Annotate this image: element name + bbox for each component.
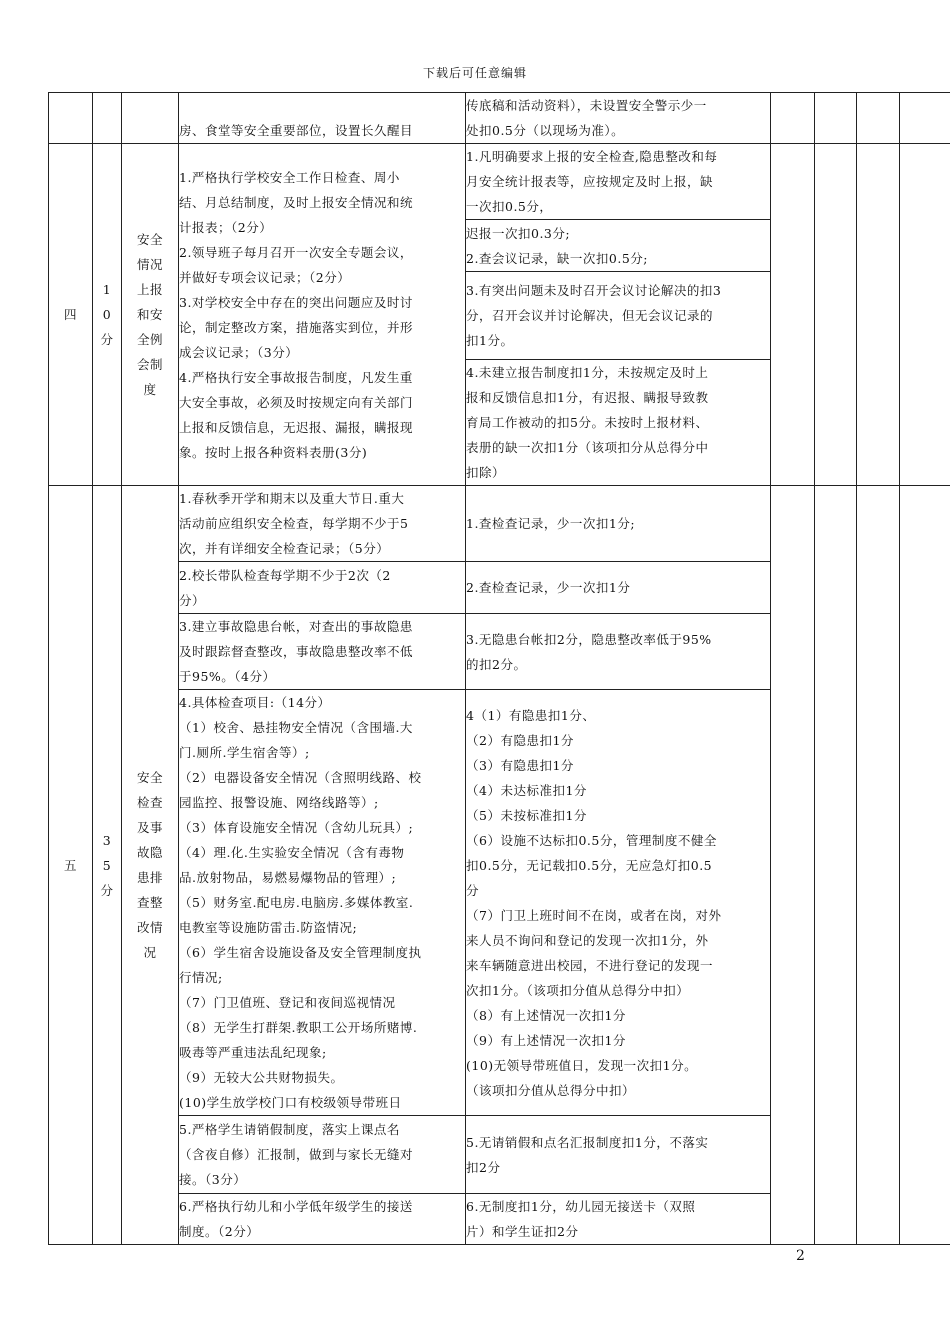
requirement-line: 大安全事故，必须及时按规定向有关部门 — [179, 394, 414, 410]
criteria-line: 1.查检查记录，少一次扣1分; — [466, 516, 636, 531]
requirement-cell — [179, 562, 466, 614]
requirement-line: （7）门卫值班、登记和夜间巡视情况 — [179, 995, 396, 1010]
blank-cell — [857, 144, 900, 486]
section4-row1 — [49, 144, 950, 220]
requirement-cell — [179, 1194, 466, 1245]
criteria-line: 2.查检查记录，少一次扣1分 — [466, 580, 631, 595]
requirement-line: 门.厕所.学生宿舍等）; — [179, 745, 310, 760]
criteria-line: （6）设施不达标扣0.5分，管理制度不健全 — [466, 832, 717, 848]
criteria-line: 1.凡明确要求上报的安全检查,隐患整改和每 — [466, 149, 718, 164]
requirement-line: 计报表；（2分） — [179, 219, 273, 235]
section5-item-text: 安全检查及事故隐患排查整改情况 — [136, 770, 163, 960]
section4-score — [93, 144, 122, 486]
criteria-line: 来车辆随意进出校园，不进行登记的发现一 — [466, 957, 714, 973]
requirement-line: 及时跟踪督查整改，事故隐患整改率不低 — [179, 644, 414, 659]
score-cell — [93, 93, 122, 144]
requirement-line: (10)学生放学校门口有校级领导带班日 — [179, 1095, 402, 1110]
criteria-cell — [466, 562, 771, 614]
requirement-line: （含夜自修）汇报制，做到与家长无缝对 — [179, 1147, 414, 1162]
requirement-line: 3.建立事故隐患台帐，对查出的事故隐患 — [179, 619, 413, 634]
requirement-line: 房、食堂等安全重要部位，设置长久醒目 — [179, 123, 414, 138]
requirement-line: （9）无较大公共财物损失。 — [179, 1070, 344, 1085]
section5-score — [93, 486, 122, 1245]
requirement-line: （6）学生宿舍设施设备及安全管理制度执 — [179, 945, 422, 960]
criteria-line: （8）有上述情况一次扣1分 — [466, 1007, 626, 1023]
requirement-line: 并做好专项会议记录；（2分） — [179, 269, 351, 285]
criteria-line: 扣2分 — [466, 1159, 501, 1175]
criteria-cell — [466, 144, 771, 220]
criteria-cell — [466, 93, 771, 144]
criteria-cell — [466, 220, 771, 272]
requirement-line: 3.对学校安全中存在的突出问题应及时讨 — [179, 294, 413, 310]
blank-cell — [815, 486, 857, 1245]
criteria-line: （9）有上述情况一次扣1分 — [466, 1032, 626, 1048]
requirement-line: 成会议记录；（3分） — [179, 344, 299, 360]
requirement-line: 1.严格执行学校安全工作日检查、周小 — [179, 169, 400, 185]
section4-requirements — [179, 144, 466, 486]
requirement-line: 上报和反馈信息，无迟报、漏报，瞒报现 — [179, 419, 414, 435]
criteria-line: 3.无隐患台帐扣2分，隐患整改率低于95% — [466, 631, 712, 647]
criteria-line: 扣除） — [466, 465, 506, 480]
criteria-line: （3）有隐患扣1分 — [466, 757, 574, 773]
criteria-line: 一次扣0.5分， — [466, 199, 553, 214]
criteria-cell — [466, 614, 771, 690]
requirement-line: （1）校舍、悬挂物安全情况（含围墙.大 — [179, 720, 413, 735]
criteria-line: （7）门卫上班时间不在岗，或者在岗，对外 — [466, 907, 722, 923]
requirement-line — [179, 93, 465, 118]
criteria-line: 2.查会议记录，缺一次扣0.5分; — [466, 250, 649, 266]
section5-item — [122, 486, 179, 1245]
requirement-line: 分） — [179, 592, 206, 608]
criteria-line: 报和反馈信息扣1分，有迟报、瞒报导致教 — [466, 390, 709, 405]
requirement-line: 于95%。（4分） — [179, 669, 276, 684]
requirement-cell — [179, 614, 466, 690]
section5-score-text: 35分 — [100, 832, 114, 898]
num-cell — [49, 93, 93, 144]
criteria-line: 处扣0.5分（以现场为准）。 — [466, 123, 625, 138]
blank-cell — [815, 93, 857, 144]
requirement-line: 接。（3分） — [179, 1172, 247, 1187]
criteria-cell — [466, 486, 771, 562]
blank-cell — [857, 93, 900, 144]
criteria-cell — [466, 690, 771, 1116]
requirement-line: 2.校长带队检查每学期不少于2次（2 — [179, 567, 391, 583]
criteria-line: （该项扣分值从总得分中扣） — [466, 1082, 636, 1098]
requirement-line: （3）体育设施安全情况（含幼儿玩具）; — [179, 820, 414, 835]
blank-cell — [771, 93, 815, 144]
requirement-line: 活动前应组织安全检查，每学期不少于5 — [179, 516, 409, 531]
criteria-cell — [466, 360, 771, 486]
blank-cell — [771, 144, 815, 486]
requirement-line: 4.具体检查项目:（14分） — [179, 695, 331, 710]
requirement-line: 论，制定整改方案，措施落实到位，并形 — [179, 319, 414, 335]
requirement-line: 吸毒等严重违法乱纪现象; — [179, 1045, 327, 1060]
criteria-line: 月安全统计报表等，应按规定及时上报，缺 — [466, 174, 714, 189]
header-note: 下载后可任意编辑 — [422, 66, 527, 80]
section5-number: 五 — [49, 486, 93, 1245]
requirement-line: 次，并有详细安全检查记录；（5分） — [179, 541, 390, 556]
blank-cell — [900, 93, 950, 144]
page-number: 2 — [796, 1248, 805, 1264]
requirement-line: 结、月总结制度，及时上报安全情况和统 — [179, 194, 414, 210]
item-cell — [122, 93, 179, 144]
requirement-cell — [179, 1116, 466, 1194]
criteria-line: (10)无领导带班值日，发现一次扣1分。 — [466, 1057, 698, 1073]
criteria-line: 3.有突出问题未及时召开会议讨论解决的扣3 — [466, 283, 722, 298]
section4-item — [122, 144, 179, 486]
requirement-line: 1.春秋季开学和期末以及重大节日.重大 — [179, 491, 405, 506]
criteria-cell — [466, 1194, 771, 1245]
requirement-line: 4.严格执行安全事故报告制度，凡发生重 — [179, 369, 413, 385]
criteria-line: 分 — [466, 882, 480, 898]
blank-cell — [900, 144, 950, 486]
evaluation-table — [48, 92, 950, 1245]
requirement-line: 制度。（2分） — [179, 1224, 260, 1239]
requirement-line: （2）电器设备安全情况（含照明线路、校 — [179, 770, 422, 785]
criteria-line: 6.无制度扣1分，幼儿园无接送卡（双照 — [466, 1199, 696, 1214]
blank-cell — [771, 486, 815, 1245]
blank-cell — [857, 486, 900, 1245]
criteria-line: 来人员不询问和登记的发现一次扣1分，外 — [466, 932, 709, 948]
requirement-line: （8）无学生打群架.教职工公开场所赌博. — [179, 1020, 418, 1035]
criteria-line: 育局工作被动的扣5分。未按时上报材料、 — [466, 415, 709, 430]
requirement-cell — [179, 93, 466, 144]
requirement-line: 5.严格学生请销假制度，落实上课点名 — [179, 1122, 400, 1137]
blank-cell — [815, 144, 857, 486]
criteria-line: （4）未达标准扣1分 — [466, 782, 587, 798]
criteria-line: 表册的缺一次扣1分（该项扣分从总得分中 — [466, 440, 709, 455]
requirement-cell — [179, 690, 466, 1116]
criteria-cell — [466, 272, 771, 360]
criteria-line: （5）未按标准扣1分 — [466, 807, 587, 823]
section4-number: 四 — [49, 144, 93, 486]
criteria-line: 传底稿和活动资料），未设置安全警示少一 — [466, 98, 707, 113]
requirement-line: 6.严格执行幼儿和小学低年级学生的接送 — [179, 1199, 413, 1214]
requirement-line: 品.放射物品，易燃易爆物品的管理）; — [179, 870, 397, 885]
criteria-cell — [466, 1116, 771, 1194]
section5-row1 — [49, 486, 950, 562]
criteria-line: 4.未建立报告制度扣1分，未按规定及时上 — [466, 365, 709, 380]
requirement-line: （4）理.化.生实验安全情况（含有毒物 — [179, 845, 405, 860]
section4-score-text: 10分 — [100, 282, 114, 347]
blank-cell — [900, 486, 950, 1245]
requirement-line: （5）财务室.配电房.电脑房.多媒体教室. — [179, 895, 414, 910]
requirement-line: 电教室等设施防雷击.防盗情况; — [179, 920, 358, 935]
requirement-line: 行情况; — [179, 970, 223, 985]
criteria-line: 4（1）有隐患扣1分、 — [466, 707, 596, 723]
criteria-line: （2）有隐患扣1分 — [466, 732, 574, 748]
requirement-line: 园监控、报警设施、网络线路等）; — [179, 795, 379, 810]
criteria-line: 片）和学生证扣2分 — [466, 1224, 579, 1239]
criteria-line: 次扣1分。（该项扣分值从总得分中扣） — [466, 982, 690, 998]
criteria-line: 扣0.5分，无记载扣0.5分，无应急灯扣0.5 — [466, 857, 713, 873]
criteria-line: 迟报一次扣0.3分; — [466, 225, 571, 241]
criteria-line: 扣1分。 — [466, 333, 514, 348]
section4-item-text: 安全情况上报和安全例会制度 — [136, 232, 163, 397]
criteria-line: 分，召开会议并讨论解决，但无会议记录的 — [466, 308, 714, 323]
requirement-cell — [179, 486, 466, 562]
requirement-line: 2.领导班子每月召开一次安全专题会议， — [179, 244, 413, 260]
requirement-line: 象。按时上报各种资料表册(3分) — [179, 444, 368, 460]
criteria-line: 的扣2分。 — [466, 656, 527, 672]
continued-row — [49, 93, 950, 144]
criteria-line: 5.无请销假和点名汇报制度扣1分，不落实 — [466, 1134, 709, 1150]
